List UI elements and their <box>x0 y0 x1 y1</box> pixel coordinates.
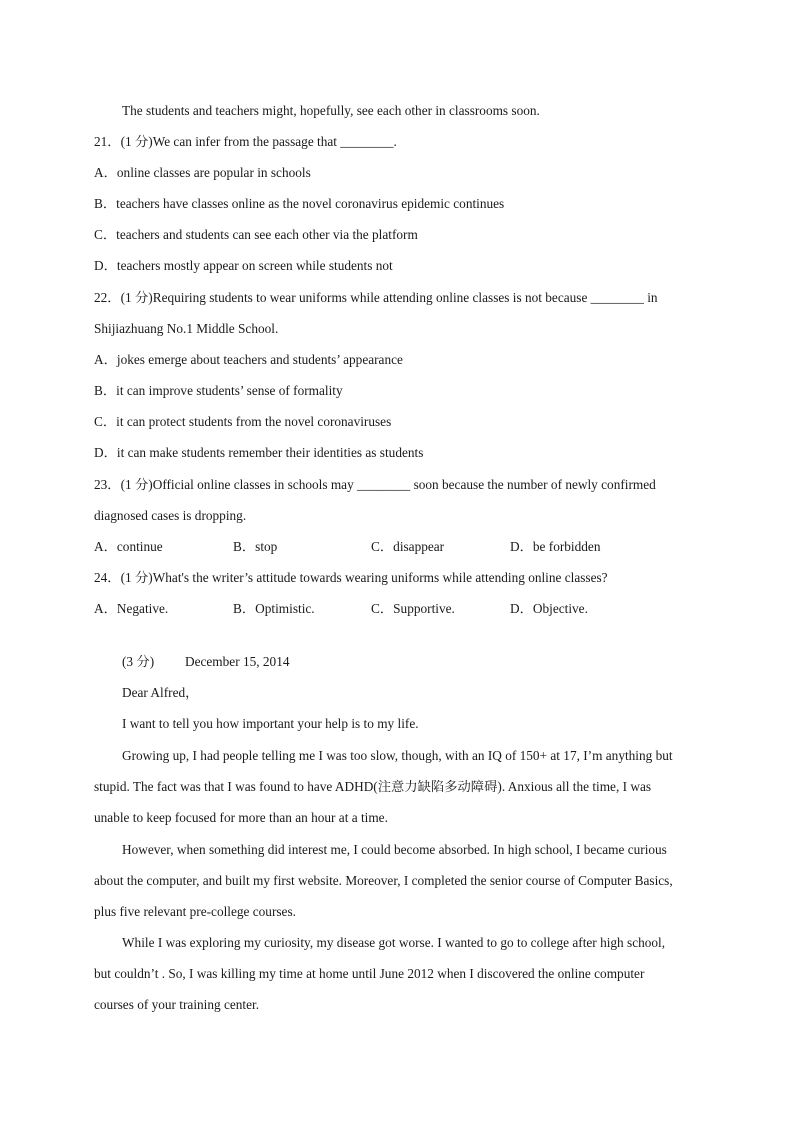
question-22-option-c: C．it can protect students from the novel coronaviruses <box>94 414 392 429</box>
question-22-stem-line2: Shijiazhuang No.1 Middle School. <box>94 321 279 336</box>
letter-paragraph-4-line-1: While I was exploring my curiosity, my disease got worse. I wanted to go to college after high school, <box>122 935 666 950</box>
question-24-option-d: D．Objective. <box>510 601 588 616</box>
question-21-option-b: B．teachers have classes online as the novel coronavirus epidemic continues <box>94 196 505 211</box>
question-24-option-a: A．Negative. <box>94 601 169 616</box>
letter-paragraph-2-line-1: Growing up, I had people telling me I was too slow, though, with an IQ of 150+ at 17, I’m anything but <box>122 748 673 763</box>
letter-date: December 15, 2014 <box>185 654 290 669</box>
question-23-option-a: A．continue <box>94 539 163 554</box>
question-23-option-d: D．be forbidden <box>510 539 601 554</box>
question-23-option-c: C．disappear <box>371 539 445 554</box>
letter-paragraph-3-line-2: about the computer, and built my first website. Moreover, I completed the senior course of Computer Basics, <box>94 873 673 888</box>
letter-paragraph-2-line-3: unable to keep focused for more than an hour at a time. <box>94 810 388 825</box>
question-21-stem: 21．(1 分)We can infer from the passage that ________. <box>94 134 397 149</box>
question-22-stem-line1: 22．(1 分)Requiring students to wear uniforms while attending online classes is not because ________ in <box>94 290 658 305</box>
question-21-option-d: D．teachers mostly appear on screen while students not <box>94 258 393 273</box>
letter-paragraph-2-line-2: stupid. The fact was that I was found to have ADHD(注意力缺陷多动障碍). Anxious all the time, I was <box>94 779 652 794</box>
question-22-option-d: D．it can make students remember their identities as students <box>94 445 424 460</box>
letter-paragraph-1: I want to tell you how important your help is to my life. <box>122 716 419 731</box>
question-23-option-b: B．stop <box>233 539 278 554</box>
letter-paragraph-4-line-2: but couldn’t . So, I was killing my time at home until June 2012 when I discovered the online computer <box>94 966 645 981</box>
question-23-stem-line2: diagnosed cases is dropping. <box>94 508 247 523</box>
letter-paragraph-3-line-3: plus five relevant pre-college courses. <box>94 904 296 919</box>
question-21-option-a: A．online classes are popular in schools <box>94 165 311 180</box>
letter-score: (3 分) <box>122 654 155 669</box>
intro-line: The students and teachers might, hopefully, see each other in classrooms soon. <box>122 103 540 118</box>
question-22-option-a: A．jokes emerge about teachers and students’ appearance <box>94 352 403 367</box>
question-24-option-c: C．Supportive. <box>371 601 455 616</box>
letter-greeting: Dear Alfred， <box>122 685 199 700</box>
question-23-stem-line1: 23．(1 分)Official online classes in schools may ________ soon because the number of newly confirmed <box>94 477 656 492</box>
letter-paragraph-4-line-3: courses of your training center. <box>94 997 260 1012</box>
question-24-option-b: B．Optimistic. <box>233 601 315 616</box>
question-24-stem: 24．(1 分)What's the writer’s attitude towards wearing uniforms while attending online classes? <box>94 570 608 585</box>
question-21-option-c: C．teachers and students can see each other via the platform <box>94 227 418 242</box>
question-22-option-b: B．it can improve students’ sense of formality <box>94 383 343 398</box>
letter-paragraph-3-line-1: However, when something did interest me, I could become absorbed. In high school, I became curious <box>122 842 667 857</box>
